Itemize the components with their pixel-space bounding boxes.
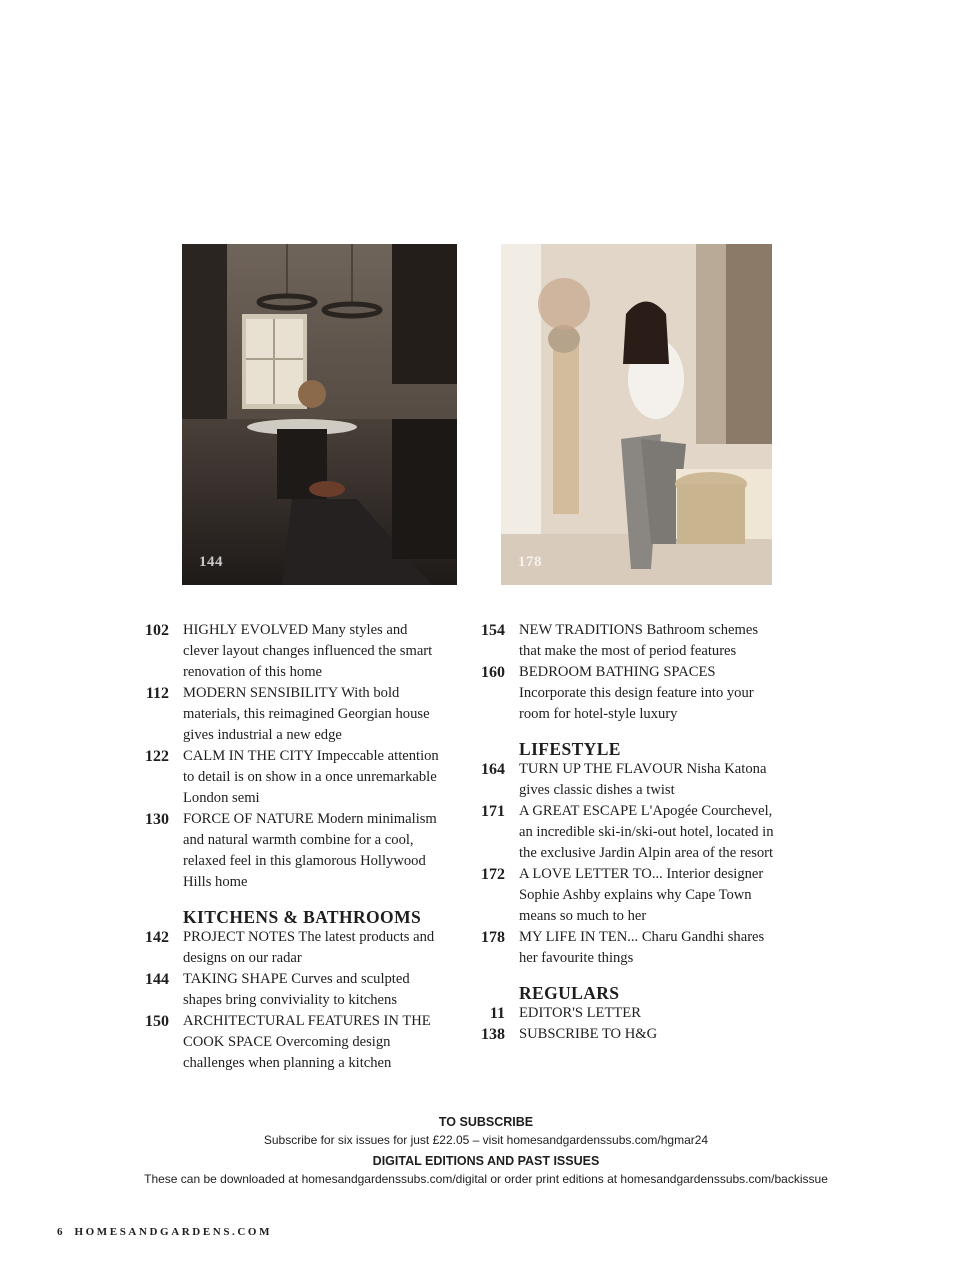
entry-page-number: 178: [481, 929, 505, 946]
contents-entry[interactable]: [456, 801, 776, 864]
entry-page-number: 122: [145, 748, 169, 765]
digital-editions-heading: DIGITAL EDITIONS AND PAST ISSUES: [372, 1154, 600, 1168]
entry-text: EDITOR'S LETTER: [519, 1005, 641, 1021]
photo-page-number: 144: [199, 554, 223, 570]
entry-page-number: 164: [481, 761, 505, 778]
contents-entry[interactable]: [456, 662, 776, 725]
entry-page-number: 130: [145, 811, 169, 828]
entry-text: CALM IN THE CITY Impeccable attention to detail is on show in a once unremarkable London semi: [183, 748, 439, 806]
entry-page-number: 150: [145, 1013, 169, 1030]
contents-entry[interactable]: [120, 1011, 440, 1074]
entry-text: BEDROOM BATHING SPACES Incorporate this design feature into your room for hotel-style luxury: [519, 664, 754, 722]
contents-entry[interactable]: [456, 864, 776, 927]
entry-text: NEW TRADITIONS Bathroom schemes that make the most of period features: [519, 622, 759, 659]
contents-entry[interactable]: [456, 927, 776, 969]
section-heading-regulars: REGULARS: [519, 983, 620, 1003]
section-heading-lifestyle: LIFESTYLE: [519, 739, 621, 759]
entry-text: TAKING SHAPE Curves and sculpted shapes bring conviviality to kitchens: [183, 971, 410, 1008]
footer-page-number: 6: [57, 1226, 66, 1238]
entry-page-number: 138: [481, 1026, 505, 1043]
contents-entry[interactable]: [120, 927, 440, 969]
entry-text: ARCHITECTURAL FEATURES IN THE COOK SPACE Overcoming design challenges when planning a kitchen: [183, 1013, 431, 1071]
entry-page-number: 160: [481, 664, 505, 681]
entry-text: MY LIFE IN TEN... Charu Gandhi shares her favourite things: [519, 929, 765, 966]
contents-entry[interactable]: [120, 746, 440, 809]
entry-page-number: 112: [145, 685, 169, 702]
entry-text: MODERN SENSIBILITY With bold materials, this reimagined Georgian house gives industrial a new edge: [183, 685, 430, 743]
kitchen-illustration: [182, 244, 457, 585]
contents-entry[interactable]: [120, 620, 440, 683]
entry-page-number: 142: [145, 929, 169, 946]
subscribe-line: Subscribe for six issues for just £22.05 – visit homesandgardenssubs.com/hgmar24: [263, 1133, 709, 1147]
entry-page-number: 172: [481, 866, 505, 883]
footer-site: HOMESANDGARDENS.COM: [74, 1226, 273, 1238]
contents-entry[interactable]: [456, 620, 776, 662]
digital-editions-line: These can be downloaded at homesandgardenssubs.com/digital or order print editions at homesandgardenssubs.com/backissue: [144, 1172, 828, 1186]
subscribe-heading: TO SUBSCRIBE: [438, 1115, 534, 1129]
entry-page-number: 11: [489, 1005, 505, 1022]
kitchen-photo: [182, 244, 457, 585]
entry-text: PROJECT NOTES The latest products and designs on our radar: [183, 929, 435, 966]
entry-page-number: 102: [145, 622, 169, 639]
contents-entry[interactable]: [120, 683, 440, 746]
contents-entry[interactable]: [120, 969, 440, 1011]
contents-entry[interactable]: [456, 1024, 776, 1045]
contents-entry[interactable]: [120, 809, 440, 893]
page-footer: [57, 1226, 272, 1238]
contents-entry[interactable]: [456, 1003, 776, 1024]
entry-page-number: 171: [481, 803, 505, 820]
portrait-illustration: [501, 244, 772, 585]
entry-text: A LOVE LETTER TO... Interior designer Sophie Ashby explains why Cape Town means so much to her: [519, 866, 764, 924]
entry-text: SUBSCRIBE TO H&G: [519, 1026, 658, 1042]
entry-text: TURN UP THE FLAVOUR Nisha Katona gives classic dishes a twist: [519, 761, 767, 798]
section-heading-kitchens-bathrooms: KITCHENS & BATHROOMS: [183, 907, 422, 927]
contents-left-column: [120, 620, 440, 1074]
contents-right-column: [456, 620, 776, 1045]
contents-entry[interactable]: [456, 759, 776, 801]
entry-text: A GREAT ESCAPE L'Apogée Courchevel, an incredible ski-in/ski-out hotel, located in the exclusive Jardin Alpin area of the resort: [519, 803, 774, 861]
portrait-photo: [501, 244, 772, 585]
entry-text: HIGHLY EVOLVED Many styles and clever layout changes influenced the smart renovation of this home: [183, 622, 433, 680]
entry-text: FORCE OF NATURE Modern minimalism and natural warmth combine for a cool, relaxed feel in this glamorous Hollywood Hills home: [183, 811, 437, 890]
entry-page-number: 154: [481, 622, 505, 639]
photo-page-number: 178: [518, 554, 542, 570]
entry-page-number: 144: [145, 971, 169, 988]
